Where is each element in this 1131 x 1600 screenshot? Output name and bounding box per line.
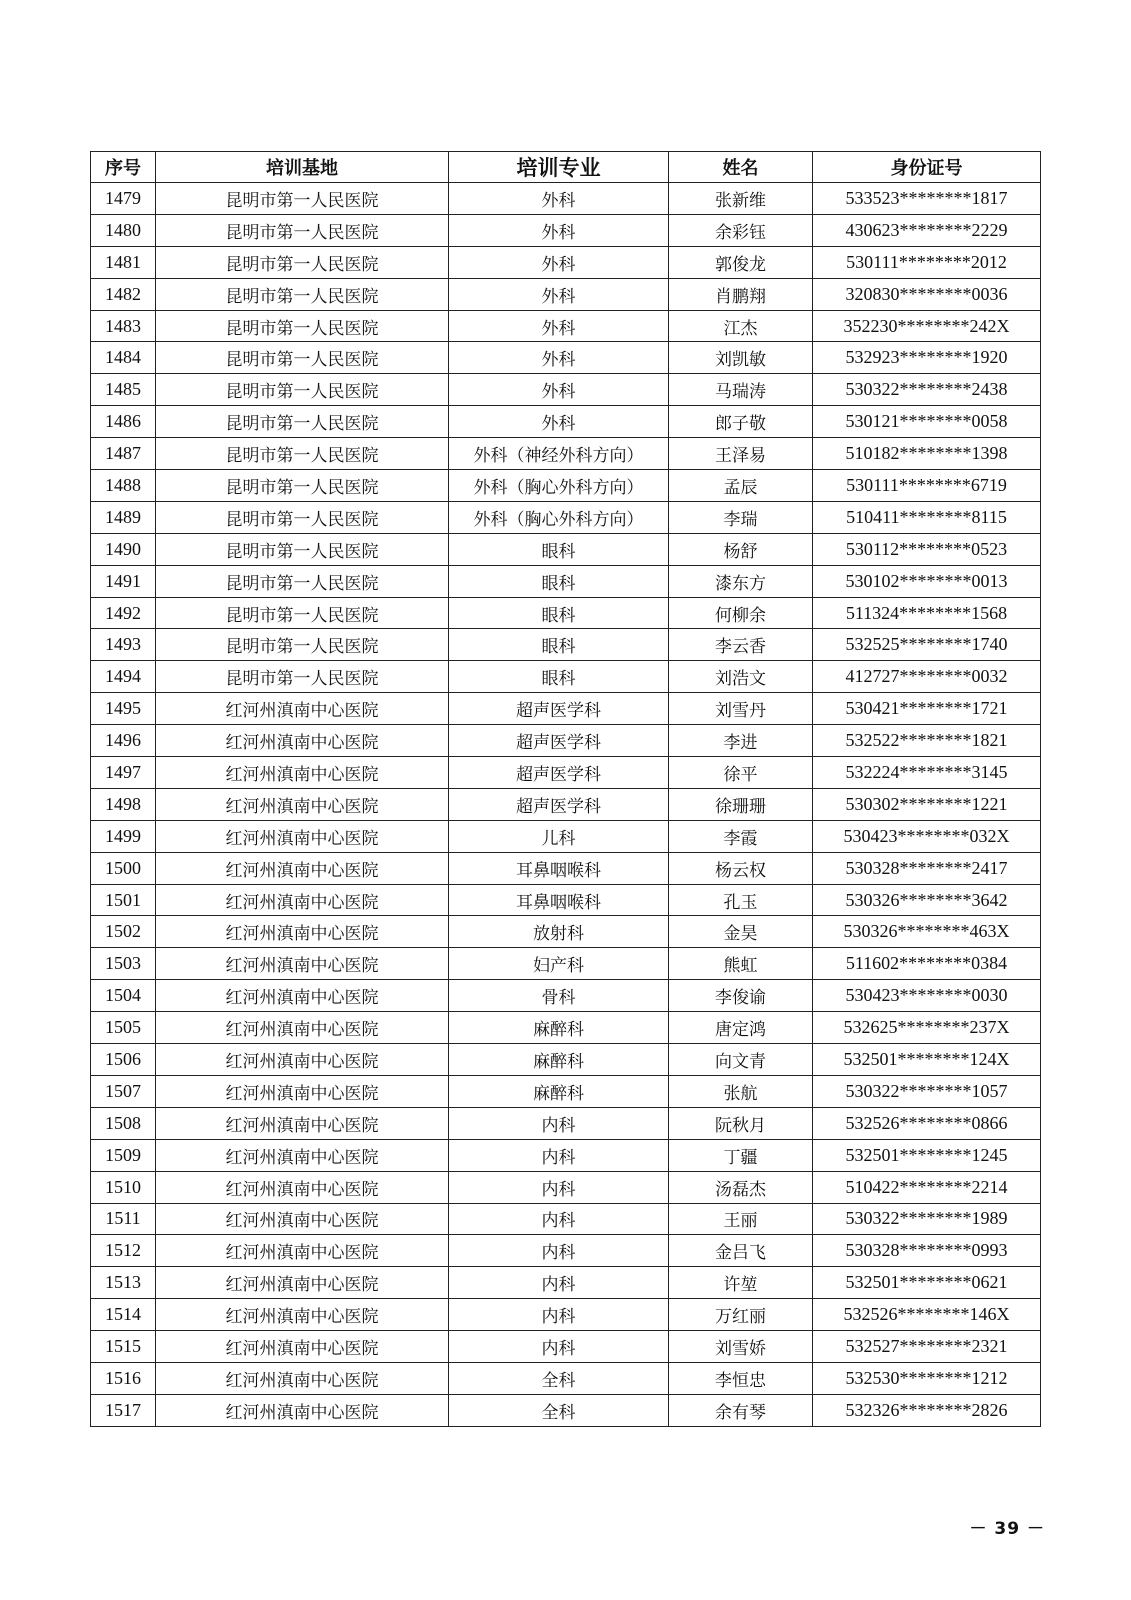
name-cell: 向文青 [669, 1044, 813, 1076]
table-row [91, 533, 1041, 565]
id-number-cell: 532625********237X [813, 1012, 1041, 1044]
training-major-cell: 外科（胸心外科方向） [449, 501, 669, 533]
training-base-cell: 红河州滇南中心医院 [156, 693, 449, 725]
id-number-cell: 511602********0384 [813, 948, 1041, 980]
training-major-cell: 超声医学科 [449, 693, 669, 725]
training-base-cell: 红河州滇南中心医院 [156, 1362, 449, 1394]
name-cell: 李进 [669, 725, 813, 757]
id-number-cell: 532224********3145 [813, 757, 1041, 789]
id-number-cell: 320830********0036 [813, 278, 1041, 310]
name-cell: 张新维 [669, 183, 813, 215]
table-row [91, 438, 1041, 470]
table-row [91, 948, 1041, 980]
training-major-cell: 眼科 [449, 629, 669, 661]
training-major-cell: 外科 [449, 278, 669, 310]
serial-number-cell: 1497 [91, 757, 156, 789]
training-major-cell: 超声医学科 [449, 725, 669, 757]
serial-number-cell: 1491 [91, 565, 156, 597]
id-number-cell: 532923********1920 [813, 342, 1041, 374]
training-base-cell: 红河州滇南中心医院 [156, 1012, 449, 1044]
serial-number-cell: 1481 [91, 246, 156, 278]
name-cell: 徐平 [669, 757, 813, 789]
training-major-cell: 眼科 [449, 661, 669, 693]
table-row [91, 629, 1041, 661]
training-base-cell: 昆明市第一人民医院 [156, 342, 449, 374]
training-base-cell: 昆明市第一人民医院 [156, 183, 449, 215]
training-major-cell: 内科 [449, 1171, 669, 1203]
serial-number-cell: 1486 [91, 406, 156, 438]
table-row [91, 884, 1041, 916]
training-base-cell: 昆明市第一人民医院 [156, 214, 449, 246]
training-base-cell: 红河州滇南中心医院 [156, 852, 449, 884]
header-serial-number: 序号 [91, 152, 156, 183]
id-number-cell: 532501********1245 [813, 1139, 1041, 1171]
header-training-major: 培训专业 [449, 152, 669, 183]
training-base-cell: 红河州滇南中心医院 [156, 1044, 449, 1076]
training-major-cell: 外科 [449, 214, 669, 246]
training-base-cell: 红河州滇南中心医院 [156, 1267, 449, 1299]
training-base-cell: 昆明市第一人民医院 [156, 661, 449, 693]
id-number-cell: 532522********1821 [813, 725, 1041, 757]
table-row [91, 661, 1041, 693]
name-cell: 熊虹 [669, 948, 813, 980]
training-major-cell: 内科 [449, 1267, 669, 1299]
training-base-cell: 红河州滇南中心医院 [156, 1171, 449, 1203]
training-base-cell: 昆明市第一人民医院 [156, 246, 449, 278]
serial-number-cell: 1493 [91, 629, 156, 661]
training-base-cell: 昆明市第一人民医院 [156, 533, 449, 565]
table-row [91, 342, 1041, 374]
serial-number-cell: 1509 [91, 1139, 156, 1171]
training-major-cell: 耳鼻咽喉科 [449, 884, 669, 916]
table-row [91, 1331, 1041, 1363]
id-number-cell: 510182********1398 [813, 438, 1041, 470]
table-row [91, 693, 1041, 725]
id-number-cell: 510411********8115 [813, 501, 1041, 533]
table-row [91, 852, 1041, 884]
training-base-cell: 红河州滇南中心医院 [156, 1139, 449, 1171]
training-base-cell: 红河州滇南中心医院 [156, 820, 449, 852]
training-base-cell: 红河州滇南中心医院 [156, 948, 449, 980]
table-row [91, 1075, 1041, 1107]
table-row [91, 757, 1041, 789]
serial-number-cell: 1492 [91, 597, 156, 629]
table-row [91, 1203, 1041, 1235]
training-base-cell: 红河州滇南中心医院 [156, 1299, 449, 1331]
id-number-cell: 530322********2438 [813, 374, 1041, 406]
name-cell: 金昊 [669, 916, 813, 948]
training-major-cell: 儿科 [449, 820, 669, 852]
id-number-cell: 430623********2229 [813, 214, 1041, 246]
name-cell: 杨云权 [669, 852, 813, 884]
serial-number-cell: 1504 [91, 980, 156, 1012]
training-major-cell: 外科 [449, 342, 669, 374]
name-cell: 刘凯敏 [669, 342, 813, 374]
id-number-cell: 530111********2012 [813, 246, 1041, 278]
table-row [91, 1171, 1041, 1203]
id-number-cell: 530112********0523 [813, 533, 1041, 565]
roster-table-container [90, 151, 1040, 1427]
serial-number-cell: 1494 [91, 661, 156, 693]
training-base-cell: 红河州滇南中心医院 [156, 1203, 449, 1235]
id-number-cell: 532527********2321 [813, 1331, 1041, 1363]
training-major-cell: 全科 [449, 1394, 669, 1426]
training-major-cell: 内科 [449, 1139, 669, 1171]
name-cell: 郭俊龙 [669, 246, 813, 278]
training-base-cell: 红河州滇南中心医院 [156, 788, 449, 820]
table-row [91, 820, 1041, 852]
name-cell: 金吕飞 [669, 1235, 813, 1267]
header-name: 姓名 [669, 152, 813, 183]
serial-number-cell: 1484 [91, 342, 156, 374]
serial-number-cell: 1495 [91, 693, 156, 725]
id-number-cell: 530328********2417 [813, 852, 1041, 884]
training-major-cell: 麻醉科 [449, 1012, 669, 1044]
training-major-cell: 内科 [449, 1299, 669, 1331]
table-row [91, 1139, 1041, 1171]
id-number-cell: 530326********463X [813, 916, 1041, 948]
training-major-cell: 内科 [449, 1235, 669, 1267]
training-base-cell: 红河州滇南中心医院 [156, 980, 449, 1012]
training-base-cell: 昆明市第一人民医院 [156, 310, 449, 342]
training-base-cell: 红河州滇南中心医院 [156, 1075, 449, 1107]
name-cell: 孔玉 [669, 884, 813, 916]
serial-number-cell: 1490 [91, 533, 156, 565]
training-major-cell: 外科 [449, 246, 669, 278]
name-cell: 刘浩文 [669, 661, 813, 693]
table-row [91, 183, 1041, 215]
serial-number-cell: 1487 [91, 438, 156, 470]
name-cell: 阮秋月 [669, 1107, 813, 1139]
table-row [91, 1107, 1041, 1139]
table-row [91, 470, 1041, 502]
id-number-cell: 530121********0058 [813, 406, 1041, 438]
name-cell: 李恒忠 [669, 1362, 813, 1394]
table-row [91, 597, 1041, 629]
header-training-base: 培训基地 [156, 152, 449, 183]
serial-number-cell: 1512 [91, 1235, 156, 1267]
table-row [91, 1044, 1041, 1076]
name-cell: 唐定鸿 [669, 1012, 813, 1044]
serial-number-cell: 1502 [91, 916, 156, 948]
table-row [91, 278, 1041, 310]
training-major-cell: 眼科 [449, 565, 669, 597]
training-base-cell: 红河州滇南中心医院 [156, 1235, 449, 1267]
training-base-cell: 昆明市第一人民医院 [156, 438, 449, 470]
name-cell: 丁疆 [669, 1139, 813, 1171]
training-base-cell: 昆明市第一人民医院 [156, 597, 449, 629]
serial-number-cell: 1485 [91, 374, 156, 406]
name-cell: 李瑞 [669, 501, 813, 533]
serial-number-cell: 1510 [91, 1171, 156, 1203]
training-major-cell: 眼科 [449, 597, 669, 629]
id-number-cell: 530423********032X [813, 820, 1041, 852]
training-base-cell: 红河州滇南中心医院 [156, 757, 449, 789]
trainee-roster-table [90, 151, 1041, 1427]
serial-number-cell: 1511 [91, 1203, 156, 1235]
training-major-cell: 骨科 [449, 980, 669, 1012]
serial-number-cell: 1499 [91, 820, 156, 852]
serial-number-cell: 1514 [91, 1299, 156, 1331]
name-cell: 李云香 [669, 629, 813, 661]
id-number-cell: 530326********3642 [813, 884, 1041, 916]
id-number-cell: 530302********1221 [813, 788, 1041, 820]
id-number-cell: 532326********2826 [813, 1394, 1041, 1426]
training-major-cell: 妇产科 [449, 948, 669, 980]
name-cell: 杨舒 [669, 533, 813, 565]
name-cell: 许堃 [669, 1267, 813, 1299]
id-number-cell: 532501********124X [813, 1044, 1041, 1076]
training-major-cell: 超声医学科 [449, 757, 669, 789]
serial-number-cell: 1480 [91, 214, 156, 246]
training-major-cell: 内科 [449, 1203, 669, 1235]
serial-number-cell: 1483 [91, 310, 156, 342]
serial-number-cell: 1479 [91, 183, 156, 215]
table-row [91, 246, 1041, 278]
id-number-cell: 532501********0621 [813, 1267, 1041, 1299]
training-base-cell: 红河州滇南中心医院 [156, 1331, 449, 1363]
name-cell: 马瑞涛 [669, 374, 813, 406]
table-row [91, 725, 1041, 757]
id-number-cell: 530423********0030 [813, 980, 1041, 1012]
training-base-cell: 昆明市第一人民医院 [156, 501, 449, 533]
name-cell: 汤磊杰 [669, 1171, 813, 1203]
name-cell: 万红丽 [669, 1299, 813, 1331]
serial-number-cell: 1513 [91, 1267, 156, 1299]
id-number-cell: 510422********2214 [813, 1171, 1041, 1203]
training-base-cell: 红河州滇南中心医院 [156, 916, 449, 948]
serial-number-cell: 1517 [91, 1394, 156, 1426]
name-cell: 李霞 [669, 820, 813, 852]
name-cell: 何柳余 [669, 597, 813, 629]
training-major-cell: 外科 [449, 310, 669, 342]
serial-number-cell: 1507 [91, 1075, 156, 1107]
serial-number-cell: 1515 [91, 1331, 156, 1363]
training-base-cell: 红河州滇南中心医院 [156, 884, 449, 916]
name-cell: 郎子敬 [669, 406, 813, 438]
table-row [91, 310, 1041, 342]
table-body [91, 183, 1041, 1427]
name-cell: 徐珊珊 [669, 788, 813, 820]
name-cell: 刘雪娇 [669, 1331, 813, 1363]
training-major-cell: 放射科 [449, 916, 669, 948]
training-major-cell: 内科 [449, 1331, 669, 1363]
id-number-cell: 530421********1721 [813, 693, 1041, 725]
name-cell: 肖鹏翔 [669, 278, 813, 310]
table-row [91, 565, 1041, 597]
training-major-cell: 外科 [449, 374, 669, 406]
id-number-cell: 532526********146X [813, 1299, 1041, 1331]
id-number-cell: 532530********1212 [813, 1362, 1041, 1394]
serial-number-cell: 1516 [91, 1362, 156, 1394]
id-number-cell: 530102********0013 [813, 565, 1041, 597]
serial-number-cell: 1498 [91, 788, 156, 820]
name-cell: 李俊谕 [669, 980, 813, 1012]
training-base-cell: 昆明市第一人民医院 [156, 406, 449, 438]
serial-number-cell: 1488 [91, 470, 156, 502]
serial-number-cell: 1506 [91, 1044, 156, 1076]
table-row [91, 374, 1041, 406]
id-number-cell: 530111********6719 [813, 470, 1041, 502]
id-number-cell: 352230********242X [813, 310, 1041, 342]
training-base-cell: 红河州滇南中心医院 [156, 1107, 449, 1139]
page-number: － 39 － [969, 1519, 1045, 1539]
name-cell: 王丽 [669, 1203, 813, 1235]
training-base-cell: 昆明市第一人民医院 [156, 374, 449, 406]
training-base-cell: 昆明市第一人民医院 [156, 278, 449, 310]
training-major-cell: 耳鼻咽喉科 [449, 852, 669, 884]
serial-number-cell: 1482 [91, 278, 156, 310]
name-cell: 漆东方 [669, 565, 813, 597]
id-number-cell: 530328********0993 [813, 1235, 1041, 1267]
training-base-cell: 昆明市第一人民医院 [156, 565, 449, 597]
training-major-cell: 麻醉科 [449, 1075, 669, 1107]
table-row [91, 406, 1041, 438]
training-major-cell: 外科（神经外科方向） [449, 438, 669, 470]
name-cell: 江杰 [669, 310, 813, 342]
name-cell: 余彩钰 [669, 214, 813, 246]
name-cell: 余有琴 [669, 1394, 813, 1426]
training-major-cell: 全科 [449, 1362, 669, 1394]
training-major-cell: 外科（胸心外科方向） [449, 470, 669, 502]
training-base-cell: 昆明市第一人民医院 [156, 470, 449, 502]
id-number-cell: 532526********0866 [813, 1107, 1041, 1139]
id-number-cell: 532525********1740 [813, 629, 1041, 661]
training-major-cell: 外科 [449, 183, 669, 215]
training-major-cell: 麻醉科 [449, 1044, 669, 1076]
table-row [91, 1267, 1041, 1299]
table-row [91, 980, 1041, 1012]
serial-number-cell: 1489 [91, 501, 156, 533]
table-row [91, 1012, 1041, 1044]
serial-number-cell: 1505 [91, 1012, 156, 1044]
name-cell: 王泽易 [669, 438, 813, 470]
table-row [91, 1299, 1041, 1331]
table-row [91, 1362, 1041, 1394]
training-base-cell: 昆明市第一人民医院 [156, 629, 449, 661]
name-cell: 张航 [669, 1075, 813, 1107]
training-major-cell: 内科 [449, 1107, 669, 1139]
table-row [91, 1235, 1041, 1267]
id-number-cell: 533523********1817 [813, 183, 1041, 215]
id-number-cell: 530322********1057 [813, 1075, 1041, 1107]
table-row [91, 1394, 1041, 1426]
serial-number-cell: 1508 [91, 1107, 156, 1139]
training-base-cell: 红河州滇南中心医院 [156, 725, 449, 757]
name-cell: 刘雪丹 [669, 693, 813, 725]
id-number-cell: 530322********1989 [813, 1203, 1041, 1235]
name-cell: 孟辰 [669, 470, 813, 502]
table-row [91, 501, 1041, 533]
serial-number-cell: 1500 [91, 852, 156, 884]
training-major-cell: 超声医学科 [449, 788, 669, 820]
training-major-cell: 眼科 [449, 533, 669, 565]
serial-number-cell: 1503 [91, 948, 156, 980]
serial-number-cell: 1501 [91, 884, 156, 916]
id-number-cell: 412727********0032 [813, 661, 1041, 693]
training-major-cell: 外科 [449, 406, 669, 438]
serial-number-cell: 1496 [91, 725, 156, 757]
table-header-row [91, 152, 1041, 183]
header-id-number: 身份证号 [813, 152, 1041, 183]
table-row [91, 916, 1041, 948]
table-row [91, 788, 1041, 820]
table-row [91, 214, 1041, 246]
training-base-cell: 红河州滇南中心医院 [156, 1394, 449, 1426]
id-number-cell: 511324********1568 [813, 597, 1041, 629]
